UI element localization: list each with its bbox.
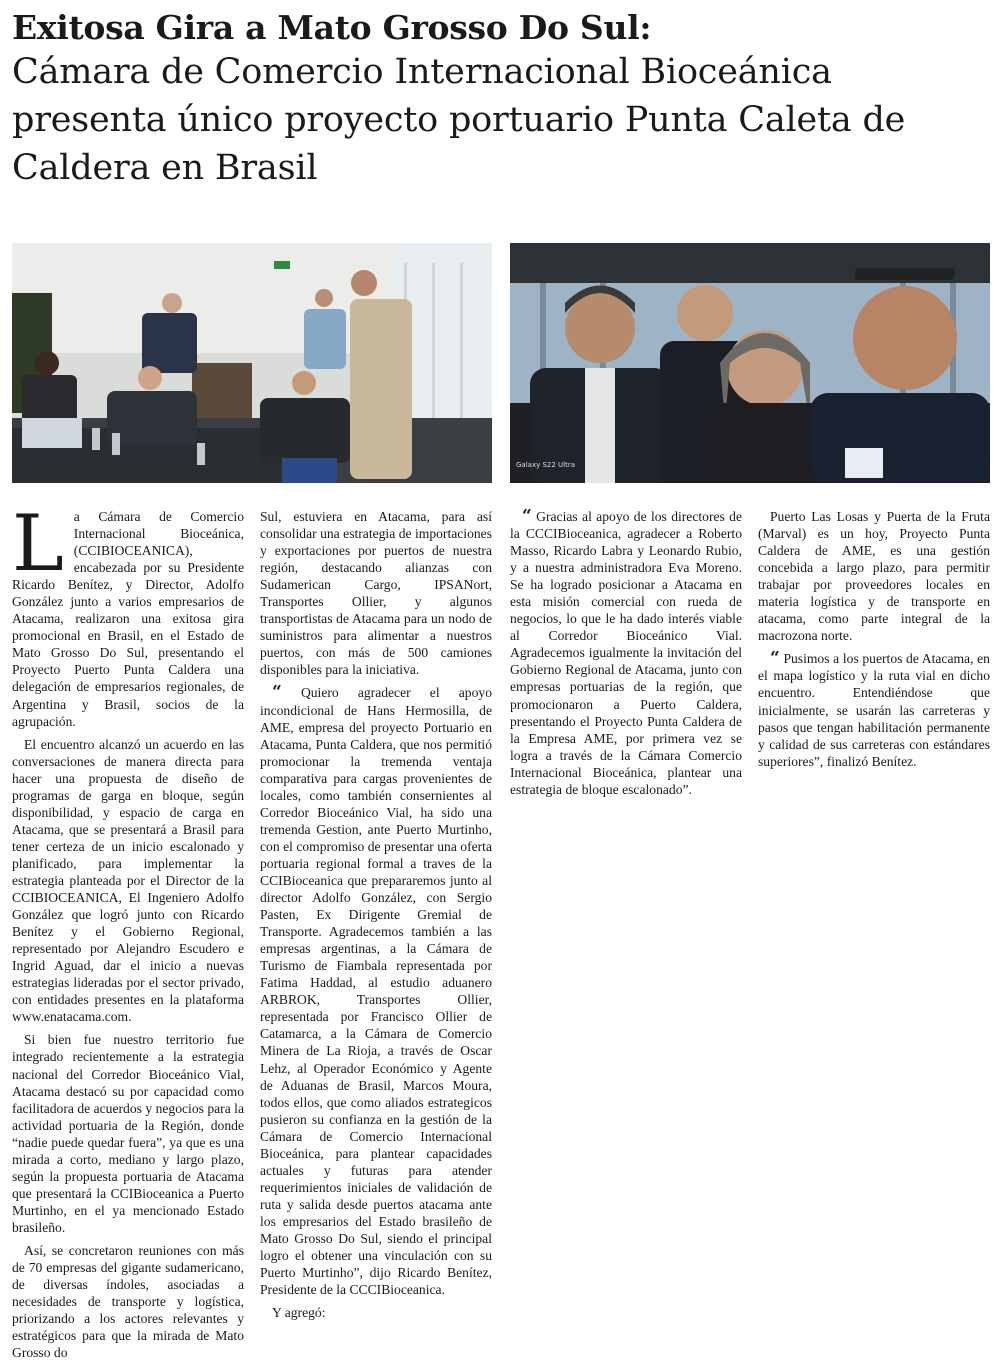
paragraph: Así, se concretaron reuniones con más de 70 empresas del gigante sudamericano, de diversas índoles, asociadas a necesidades de transporte y logística, priorizando a los actores relevantes y estratégicos para que la mirada de Mato Grosso do: [12, 1242, 244, 1361]
quote-mark-icon: “: [522, 506, 532, 526]
meeting-photo: [12, 243, 492, 483]
article-column-1: [12, 499, 244, 1367]
paragraph: Sul, estuviera en Atacama, para así consolidar una estrategia de importaciones y exportaciones por puertos de nuestra región, destacando alianzas con Sudamerican Cargo, IPSANort, Transportes Ollier, y algunos transportistas de Atacama para un nodo de suministros para alimentar a nuestros puertos, con más de 500 camiones disponibles para la iniciativa.: [260, 509, 492, 678]
headline-title: Cámara de Comercio Internacional Bioceánica presenta único proyecto portuario Punta Caleta de Caldera en Brasil: [12, 52, 906, 188]
paragraph: Si bien fue nuestro territorio fue integrado recientemente a la estrategia nacional del Corredor Bioceánico Vial, Atacama destacó su por capacidad como facilitadora de acuerdos y negocios para la actividad portuaria de la Región, donde “nadie puede quedar fuera”, ya que es una mirada a corto, mediano y largo plazo, según la propuesta portuaria de Atacama que presentará la CCIBioceanica a Puerto Murtinho, en el ya mencionado Estado brasileño.: [12, 1032, 244, 1235]
camera-watermark: Galaxy S22 Ultra: [516, 461, 576, 469]
headline: [12, 8, 992, 192]
article-column-3: [510, 508, 742, 804]
article-column-2: [260, 508, 492, 1327]
paragraph: El encuentro alcanzó un acuerdo en las conversaciones de manera directa para hacer una propuesta de diseño de programas de garga en bloque, según disponibilidad, y espacio de carga en Atacama, que se presentará a Brasil para tener certeza de un inicio escalonado y planificado, para implementar la estrategia planteada por el Director de la CCIBIOCEANICA, El Ingeniero Adolfo González que logró junto con Ricardo Benítez y el Gobierno Regional, representado por Alejandro Escudero e Ingrid Aguad, dar el inicio a nuevas estrategias lideradas por el sector privado, con entidades presentes en la plataforma www.enatacama.com.: [12, 736, 244, 1025]
paragraph: Y agregó:: [272, 1305, 326, 1321]
paragraph: a Cámara de Comercio Internacional Bioceánica, (CCIBIOCEANICA), encabezada por su Presidente Ricardo Benítez, y Director, Adolfo González junto a varios empresarios de Atacama, realizaron una exitosa gira promocional en Brasil, en el Estado de Mato Grosso Do Sul, presentando el Proyecto Puerto Punta Caldera una delegación de empresarios regionales, de Argentina y Brasil, socios de la agrupación.: [12, 509, 244, 729]
article-column-4: [758, 508, 990, 776]
paragraph: Gracias al apoyo de los directores de la CCCIBioceanica, agradecer a Roberto Masso, Ricardo Labra y Leonardo Rubio, y a nuestra administradora Eva Moreno. Se ha logrado posicionar a Atacama en esta misión comercial con rueda de negocios, lo que le ha dado interés viable al Corredor Bioceánico Vial. Agradecemos igualmente la invitación del Gobierno Regional de Atacama, junto con empresas portuarias de la región, que promocionaron a Puerto Caldera, presentando el Proyecto Punta Caldera de la Empresa AME, por primera vez se logra a través de la Cámara Comercio Internacional Bioceánica, plantear una estrategia de bloque escalonado”.: [510, 509, 742, 797]
selfie-photo: [510, 243, 990, 483]
headline-kicker: Exitosa Gira a Mato Grosso Do Sul:: [12, 8, 652, 47]
paragraph: Quiero agradecer el apoyo incondicional de Hans Hermosilla, de AME, empresa del proyecto Portuario en Atacama, Punta Caldera, que nos permitió promocionar la tremenda ventaja comparativa para cargas provenientes de locales, como también consernientes al Corredor Bioceánico Vial, ha sido una tremenda Gestion, ante Puerto Murtinho, con el compromiso de presentar una oferta portuaria regional formal a traves de la CCIBioceanica que prepararemos junto al director Adolfo González, con Sergio Pasten, Ex Dirigente Gremial de Transporte. Agradecemos también a las empresas argentinas, a la Cámara de Turismo de Fiambala representada por Fatima Haddad, al estudio aduanero ARBROK, Transportes Ollier, representada por Francisco Ollier de Catamarca, a la Cámara de Comercio Minera de La Rioja, a través de Oscar Lehz, al Operador Económico y Agente de Aduanas de Brasil, Marcos Moura, todos ellos, que como aliados estrategicos pusieron su confianza en la gestión de la Cámara de Comercio Internacional Bioceánica, para plantear capacidades actuales y futuras para atender requerimientos iniciales de validación de ruta y salida desde puertos atacama ante los empresarios del Estado brasileño de Mato Grosso Do Sul, siendo el principal logro el obtener una vinculación con su Puerto Murtinho”, dijo Ricardo Benítez, Presidente de la CCCIBioceanica.: [260, 685, 492, 1298]
quote-mark-icon: “: [770, 648, 780, 669]
paragraph: Pusimos a los puertos de Atacama, en el mapa logístico y la ruta vial en dicho encuentro. Entendiéndose que inicialmente, se usarán las carreteras y pasos que tengan habilitación permanente y calidad de sus carreteras con estándares superiores”, finalizó Benítez.: [758, 651, 990, 769]
drop-cap: L: [12, 499, 64, 589]
quote-mark-icon: “: [272, 682, 282, 703]
paragraph: Puerto Las Losas y Puerta de la Fruta (Marval) es un hoy, Proyecto Punta Caldera de AME, es una gestión concebida a largo plazo, para permitir trabajar por proveedores locales en materia logística y de transporte en atacama, como parte integral de la macrozona norte.: [758, 509, 990, 644]
